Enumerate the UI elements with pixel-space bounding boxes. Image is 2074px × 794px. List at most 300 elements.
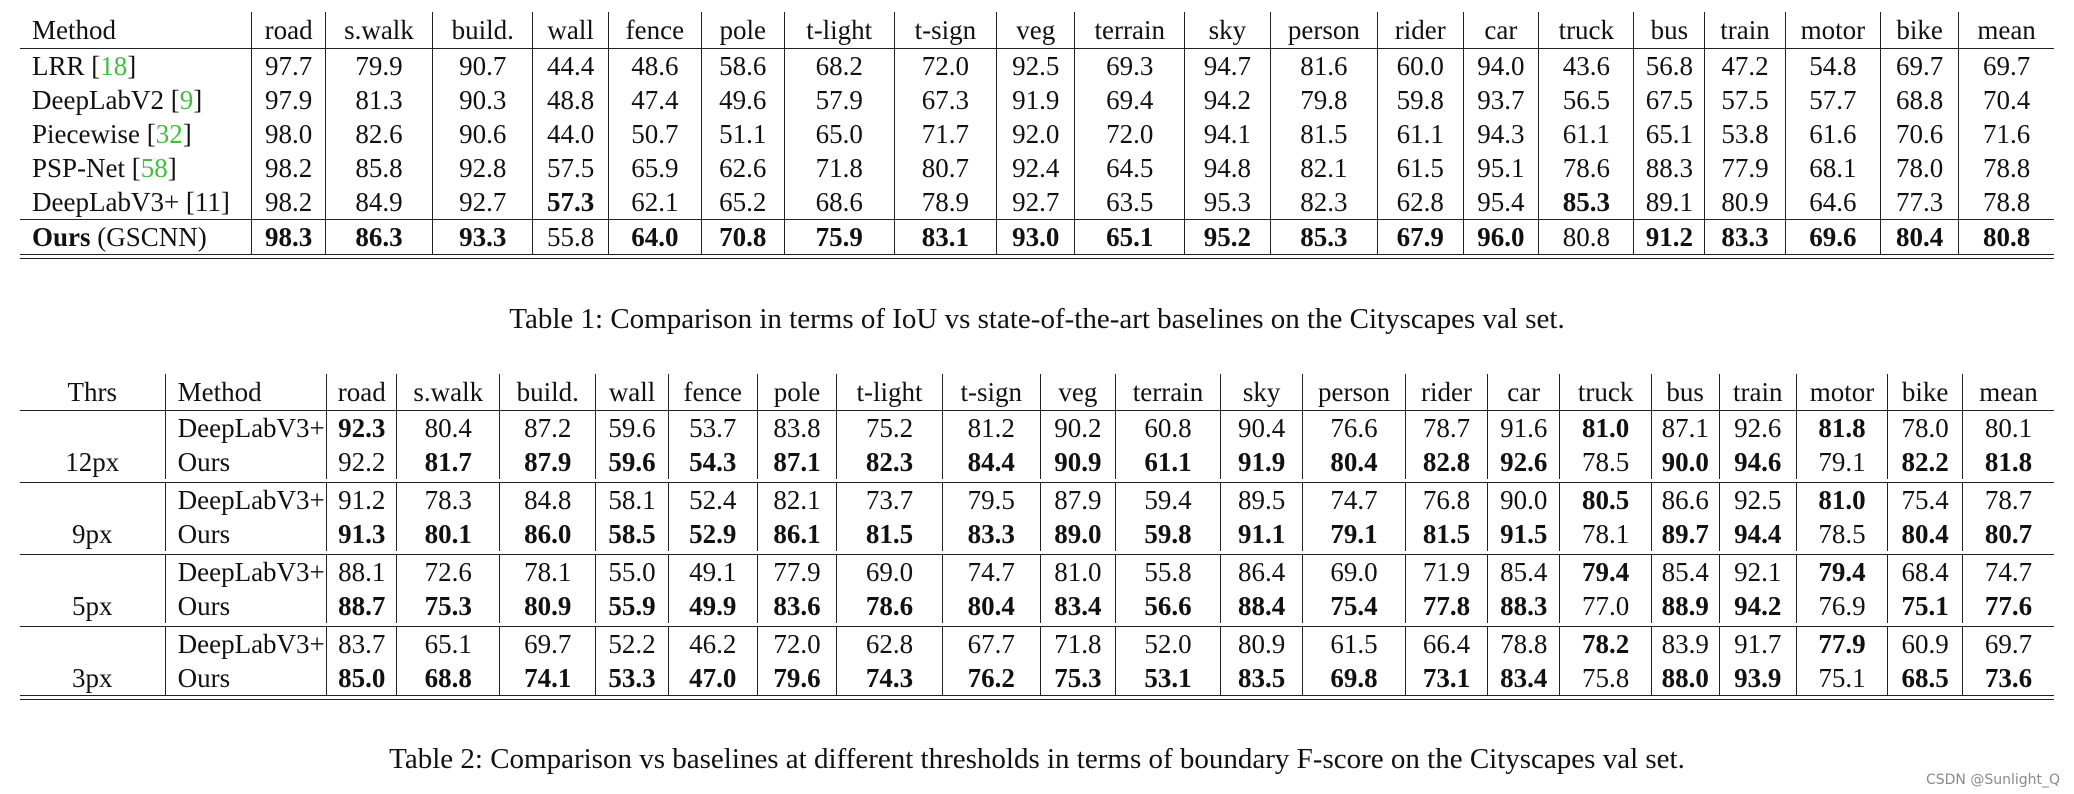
value-cell: 57.3 <box>533 185 609 220</box>
value-cell: 80.8 <box>1539 220 1634 255</box>
citation-link: 32 <box>155 119 183 149</box>
value-cell: 78.5 <box>1560 445 1651 479</box>
value-cell: 81.0 <box>1040 555 1115 590</box>
threshold-cell: 9px <box>20 483 165 552</box>
method-name: Piecewise <box>32 119 140 149</box>
value-cell: 88.3 <box>1634 151 1705 185</box>
value-cell: 92.4 <box>997 151 1075 185</box>
value-cell: 69.8 <box>1303 661 1406 696</box>
value-cell: 43.6 <box>1539 49 1634 84</box>
value-cell: 76.8 <box>1406 483 1488 518</box>
method-name: Ours <box>165 589 327 623</box>
value-cell: 83.3 <box>1705 220 1786 255</box>
value-cell: 78.2 <box>1560 627 1651 662</box>
column-header-sky: sky <box>1185 12 1270 49</box>
column-header-bus: bus <box>1634 12 1705 49</box>
table-row <box>20 151 2054 185</box>
value-cell: 80.5 <box>1560 483 1651 518</box>
value-cell: 80.4 <box>942 589 1040 623</box>
value-cell: 94.7 <box>1185 49 1270 84</box>
value-cell: 85.4 <box>1651 555 1719 590</box>
column-header-veg: veg <box>1040 374 1115 411</box>
method-name: LRR <box>32 51 85 81</box>
value-cell: 86.0 <box>500 517 596 551</box>
value-cell: 59.6 <box>596 411 669 446</box>
value-cell: 69.7 <box>1959 49 2054 84</box>
value-cell: 78.0 <box>1881 151 1959 185</box>
value-cell: 69.7 <box>1881 49 1959 84</box>
column-header-pole: pole <box>757 374 837 411</box>
value-cell: 68.1 <box>1785 151 1880 185</box>
value-cell: 57.9 <box>784 83 894 117</box>
value-cell: 78.6 <box>837 589 942 623</box>
value-cell: 75.8 <box>1560 661 1651 696</box>
value-cell: 91.7 <box>1719 627 1796 662</box>
value-cell: 80.4 <box>1881 220 1959 255</box>
method-cell: LRR [18] <box>32 51 137 81</box>
value-cell: 90.7 <box>433 49 533 84</box>
value-cell: 65.9 <box>608 151 701 185</box>
method-cell: Piecewise [32] <box>32 119 192 149</box>
value-cell: 93.9 <box>1719 661 1796 696</box>
value-cell: 69.6 <box>1785 220 1880 255</box>
value-cell: 92.8 <box>433 151 533 185</box>
value-cell: 74.1 <box>500 661 596 696</box>
column-header-s-walk: s.walk <box>325 12 432 49</box>
value-cell: 84.9 <box>325 185 432 220</box>
value-cell: 79.8 <box>1270 83 1377 117</box>
value-cell: 92.6 <box>1487 445 1560 479</box>
value-cell: 80.4 <box>1888 517 1963 551</box>
value-cell: 79.1 <box>1796 445 1887 479</box>
value-cell: 89.0 <box>1040 517 1115 551</box>
value-cell: 82.3 <box>837 445 942 479</box>
value-cell: 69.7 <box>1963 627 2054 662</box>
threshold-cell: 3px <box>20 627 165 696</box>
watermark: CSDN @Sunlight_Q <box>1925 772 2060 788</box>
value-cell: 84.4 <box>942 445 1040 479</box>
value-cell: 47.4 <box>608 83 701 117</box>
value-cell: 52.0 <box>1115 627 1220 662</box>
value-cell: 81.8 <box>1963 445 2054 479</box>
table-2-caption: Table 2: Comparison vs baselines at different thresholds in terms of boundary F-score on the Cityscapes val set. <box>389 743 1685 775</box>
value-cell: 76.9 <box>1796 589 1887 623</box>
value-cell: 73.7 <box>837 483 942 518</box>
value-cell: 92.2 <box>327 445 397 479</box>
value-cell: 64.0 <box>608 220 701 255</box>
value-cell: 90.6 <box>433 117 533 151</box>
value-cell: 61.1 <box>1378 117 1463 151</box>
value-cell: 92.5 <box>1719 483 1796 518</box>
value-cell: 83.3 <box>942 517 1040 551</box>
value-cell: 90.9 <box>1040 445 1115 479</box>
column-header-person: person <box>1270 12 1377 49</box>
method-name: Ours <box>165 517 327 551</box>
value-cell: 73.1 <box>1406 661 1488 696</box>
value-cell: 95.3 <box>1185 185 1270 220</box>
value-cell: 87.9 <box>500 445 596 479</box>
value-cell: 81.7 <box>397 445 500 479</box>
value-cell: 91.1 <box>1221 517 1303 551</box>
value-cell: 50.7 <box>608 117 701 151</box>
column-header-sky: sky <box>1221 374 1303 411</box>
table-row <box>20 589 2054 623</box>
value-cell: 66.4 <box>1406 627 1488 662</box>
method-name: DeepLabV3+ <box>165 555 327 590</box>
value-cell: 55.8 <box>533 220 609 255</box>
value-cell: 87.1 <box>1651 411 1719 446</box>
value-cell: 81.0 <box>1560 411 1651 446</box>
value-cell: 98.2 <box>252 185 325 220</box>
value-cell: 76.2 <box>942 661 1040 696</box>
value-cell: 54.3 <box>668 445 757 479</box>
method-name: DeepLabV3+ <box>165 483 327 518</box>
column-header-wall: wall <box>596 374 669 411</box>
value-cell: 78.8 <box>1487 627 1560 662</box>
value-cell: 83.1 <box>894 220 997 255</box>
table-row <box>20 661 2054 696</box>
method-name: DeepLabV2 <box>32 85 164 115</box>
column-header-train: train <box>1719 374 1796 411</box>
value-cell: 74.7 <box>942 555 1040 590</box>
value-cell: 94.4 <box>1719 517 1796 551</box>
value-cell: 85.0 <box>327 661 397 696</box>
column-header-person: person <box>1303 374 1406 411</box>
value-cell: 46.2 <box>668 627 757 662</box>
method-name: DeepLabV3+ <box>32 187 180 217</box>
column-header-t-light: t-light <box>784 12 894 49</box>
value-cell: 52.9 <box>668 517 757 551</box>
value-cell: 83.6 <box>757 589 837 623</box>
table-row <box>20 627 2054 662</box>
value-cell: 93.7 <box>1463 83 1539 117</box>
value-cell: 94.1 <box>1185 117 1270 151</box>
value-cell: 92.7 <box>997 185 1075 220</box>
value-cell: 75.4 <box>1303 589 1406 623</box>
value-cell: 78.3 <box>397 483 500 518</box>
value-cell: 91.6 <box>1487 411 1560 446</box>
value-cell: 68.5 <box>1888 661 1963 696</box>
value-cell: 79.6 <box>757 661 837 696</box>
value-cell: 71.9 <box>1406 555 1488 590</box>
value-cell: 70.8 <box>701 220 784 255</box>
value-cell: 86.6 <box>1651 483 1719 518</box>
threshold-cell: 12px <box>20 411 165 480</box>
value-cell: 62.8 <box>837 627 942 662</box>
table-2-bottom-rule <box>20 699 2054 700</box>
value-cell: 71.8 <box>784 151 894 185</box>
value-cell: 92.7 <box>433 185 533 220</box>
value-cell: 54.8 <box>1785 49 1880 84</box>
column-header-mean: mean <box>1959 12 2054 49</box>
boundary-fscore-table <box>20 374 2054 696</box>
value-cell: 71.6 <box>1959 117 2054 151</box>
value-cell: 78.7 <box>1406 411 1488 446</box>
citation-link: 18 <box>100 51 128 81</box>
value-cell: 73.6 <box>1963 661 2054 696</box>
value-cell: 55.8 <box>1115 555 1220 590</box>
value-cell: 77.0 <box>1560 589 1651 623</box>
value-cell: 67.9 <box>1378 220 1463 255</box>
value-cell: 91.5 <box>1487 517 1560 551</box>
column-header-rider: rider <box>1378 12 1463 49</box>
value-cell: 94.6 <box>1719 445 1796 479</box>
column-header-t-sign: t-sign <box>942 374 1040 411</box>
value-cell: 72.0 <box>1075 117 1185 151</box>
value-cell: 64.5 <box>1075 151 1185 185</box>
value-cell: 79.4 <box>1796 555 1887 590</box>
value-cell: 98.0 <box>252 117 325 151</box>
value-cell: 75.9 <box>784 220 894 255</box>
value-cell: 82.6 <box>325 117 432 151</box>
value-cell: 72.0 <box>894 49 997 84</box>
value-cell: 58.1 <box>596 483 669 518</box>
value-cell: 55.9 <box>596 589 669 623</box>
column-header-thrs: Thrs <box>20 374 165 411</box>
column-header-veg: veg <box>997 12 1075 49</box>
value-cell: 80.4 <box>1303 445 1406 479</box>
value-cell: 91.9 <box>997 83 1075 117</box>
method-name: DeepLabV3+ <box>165 411 327 446</box>
value-cell: 77.9 <box>1705 151 1786 185</box>
value-cell: 52.4 <box>668 483 757 518</box>
value-cell: 95.4 <box>1463 185 1539 220</box>
column-header-bike: bike <box>1888 374 1963 411</box>
value-cell: 81.2 <box>942 411 1040 446</box>
value-cell: 93.0 <box>997 220 1075 255</box>
column-header-road: road <box>327 374 397 411</box>
value-cell: 80.9 <box>500 589 596 623</box>
value-cell: 91.3 <box>327 517 397 551</box>
method-cell: DeepLabV2 [9] <box>32 85 203 115</box>
value-cell: 78.1 <box>1560 517 1651 551</box>
table-row <box>20 185 2054 220</box>
value-cell: 83.7 <box>327 627 397 662</box>
value-cell: 58.6 <box>701 49 784 84</box>
value-cell: 80.1 <box>397 517 500 551</box>
value-cell: 85.8 <box>325 151 432 185</box>
column-header-method: Method <box>165 374 327 411</box>
value-cell: 92.6 <box>1719 411 1796 446</box>
value-cell: 53.7 <box>668 411 757 446</box>
column-header-method: Method <box>20 12 252 49</box>
value-cell: 75.1 <box>1888 589 1963 623</box>
value-cell: 91.2 <box>1634 220 1705 255</box>
column-header-t-light: t-light <box>837 374 942 411</box>
column-header-pole: pole <box>701 12 784 49</box>
column-header-terrain: terrain <box>1115 374 1220 411</box>
value-cell: 87.2 <box>500 411 596 446</box>
value-cell: 78.6 <box>1539 151 1634 185</box>
method-cell: PSP-Net [58] <box>32 153 177 183</box>
value-cell: 96.0 <box>1463 220 1539 255</box>
table-row <box>20 49 2054 84</box>
value-cell: 77.9 <box>757 555 837 590</box>
value-cell: 88.3 <box>1487 589 1560 623</box>
value-cell: 74.3 <box>837 661 942 696</box>
value-cell: 81.5 <box>1270 117 1377 151</box>
citation-link: 58 <box>140 153 168 183</box>
column-header-motor: motor <box>1796 374 1887 411</box>
value-cell: 92.1 <box>1719 555 1796 590</box>
value-cell: 92.5 <box>997 49 1075 84</box>
value-cell: 48.6 <box>608 49 701 84</box>
value-cell: 88.9 <box>1651 589 1719 623</box>
value-cell: 75.2 <box>837 411 942 446</box>
value-cell: 89.1 <box>1634 185 1705 220</box>
value-cell: 79.9 <box>325 49 432 84</box>
table-row <box>20 555 2054 590</box>
column-header-car: car <box>1487 374 1560 411</box>
value-cell: 44.4 <box>533 49 609 84</box>
column-header-car: car <box>1463 12 1539 49</box>
value-cell: 68.8 <box>397 661 500 696</box>
value-cell: 69.7 <box>500 627 596 662</box>
value-cell: 85.3 <box>1539 185 1634 220</box>
value-cell: 82.2 <box>1888 445 1963 479</box>
value-cell: 56.5 <box>1539 83 1634 117</box>
value-cell: 75.3 <box>397 589 500 623</box>
value-cell: 69.4 <box>1075 83 1185 117</box>
value-cell: 78.8 <box>1959 185 2054 220</box>
value-cell: 75.3 <box>1040 661 1115 696</box>
value-cell: 70.6 <box>1881 117 1959 151</box>
value-cell: 88.1 <box>327 555 397 590</box>
value-cell: 47.2 <box>1705 49 1786 84</box>
value-cell: 68.8 <box>1881 83 1959 117</box>
method-name: Ours <box>32 222 91 252</box>
threshold-cell: 5px <box>20 555 165 624</box>
value-cell: 69.0 <box>1303 555 1406 590</box>
value-cell: 82.1 <box>1270 151 1377 185</box>
value-cell: 80.7 <box>894 151 997 185</box>
value-cell: 65.1 <box>397 627 500 662</box>
value-cell: 78.5 <box>1796 517 1887 551</box>
value-cell: 72.0 <box>757 627 837 662</box>
value-cell: 95.1 <box>1463 151 1539 185</box>
column-header-truck: truck <box>1560 374 1651 411</box>
method-cell: DeepLabV3+ [11] <box>32 187 230 217</box>
column-header-bus: bus <box>1651 374 1719 411</box>
table-row <box>20 83 2054 117</box>
value-cell: 76.6 <box>1303 411 1406 446</box>
value-cell: 98.3 <box>252 220 325 255</box>
value-cell: 94.3 <box>1463 117 1539 151</box>
method-name: PSP-Net <box>32 153 126 183</box>
value-cell: 94.2 <box>1719 589 1796 623</box>
value-cell: 52.2 <box>596 627 669 662</box>
value-cell: 68.4 <box>1888 555 1963 590</box>
value-cell: 81.8 <box>1796 411 1887 446</box>
value-cell: 65.0 <box>784 117 894 151</box>
value-cell: 68.6 <box>784 185 894 220</box>
value-cell: 94.2 <box>1185 83 1270 117</box>
value-cell: 53.8 <box>1705 117 1786 151</box>
value-cell: 78.7 <box>1963 483 2054 518</box>
column-header-fence: fence <box>668 374 757 411</box>
value-cell: 81.0 <box>1796 483 1887 518</box>
table-row <box>20 117 2054 151</box>
value-cell: 78.0 <box>1888 411 1963 446</box>
value-cell: 80.9 <box>1221 627 1303 662</box>
value-cell: 53.3 <box>596 661 669 696</box>
value-cell: 75.4 <box>1888 483 1963 518</box>
value-cell: 83.8 <box>757 411 837 446</box>
value-cell: 84.8 <box>500 483 596 518</box>
iou-table <box>20 12 2054 255</box>
value-cell: 65.1 <box>1075 220 1185 255</box>
table-row <box>20 517 2054 551</box>
column-header-road: road <box>252 12 325 49</box>
table-row <box>20 411 2054 446</box>
value-cell: 75.1 <box>1796 661 1887 696</box>
value-cell: 67.7 <box>942 627 1040 662</box>
column-header-build: build. <box>433 12 533 49</box>
value-cell: 86.3 <box>325 220 432 255</box>
value-cell: 49.9 <box>668 589 757 623</box>
value-cell: 86.4 <box>1221 555 1303 590</box>
value-cell: 67.3 <box>894 83 997 117</box>
table-row <box>20 483 2054 518</box>
value-cell: 82.3 <box>1270 185 1377 220</box>
method-name: Ours <box>165 445 327 479</box>
value-cell: 77.6 <box>1963 589 2054 623</box>
value-cell: 67.5 <box>1634 83 1705 117</box>
value-cell: 94.0 <box>1463 49 1539 84</box>
value-cell: 56.6 <box>1115 589 1220 623</box>
column-header-rider: rider <box>1406 374 1488 411</box>
method-name: DeepLabV3+ <box>165 627 327 662</box>
value-cell: 51.1 <box>701 117 784 151</box>
column-header-build: build. <box>500 374 596 411</box>
table-2-header-row <box>20 374 2054 411</box>
value-cell: 97.9 <box>252 83 325 117</box>
value-cell: 78.8 <box>1959 151 2054 185</box>
value-cell: 64.6 <box>1785 185 1880 220</box>
value-cell: 65.2 <box>701 185 784 220</box>
value-cell: 87.1 <box>757 445 837 479</box>
value-cell: 90.4 <box>1221 411 1303 446</box>
value-cell: 58.5 <box>596 517 669 551</box>
value-cell: 92.3 <box>327 411 397 446</box>
value-cell: 59.4 <box>1115 483 1220 518</box>
value-cell: 60.8 <box>1115 411 1220 446</box>
citation-link: 9 <box>179 85 194 115</box>
value-cell: 78.1 <box>500 555 596 590</box>
column-header-bike: bike <box>1881 12 1959 49</box>
value-cell: 81.5 <box>1406 517 1488 551</box>
value-cell: 90.2 <box>1040 411 1115 446</box>
table-1-bottom-rule <box>20 258 2054 259</box>
value-cell: 47.0 <box>668 661 757 696</box>
value-cell: 62.6 <box>701 151 784 185</box>
value-cell: 68.2 <box>784 49 894 84</box>
value-cell: 61.6 <box>1785 117 1880 151</box>
value-cell: 61.5 <box>1303 627 1406 662</box>
value-cell: 87.9 <box>1040 483 1115 518</box>
value-cell: 65.1 <box>1634 117 1705 151</box>
value-cell: 53.1 <box>1115 661 1220 696</box>
value-cell: 74.7 <box>1963 555 2054 590</box>
value-cell: 74.7 <box>1303 483 1406 518</box>
method-cell <box>20 220 252 255</box>
value-cell: 97.7 <box>252 49 325 84</box>
value-cell: 80.4 <box>397 411 500 446</box>
value-cell: 83.9 <box>1651 627 1719 662</box>
value-cell: 55.0 <box>596 555 669 590</box>
column-header-motor: motor <box>1785 12 1880 49</box>
value-cell: 49.1 <box>668 555 757 590</box>
